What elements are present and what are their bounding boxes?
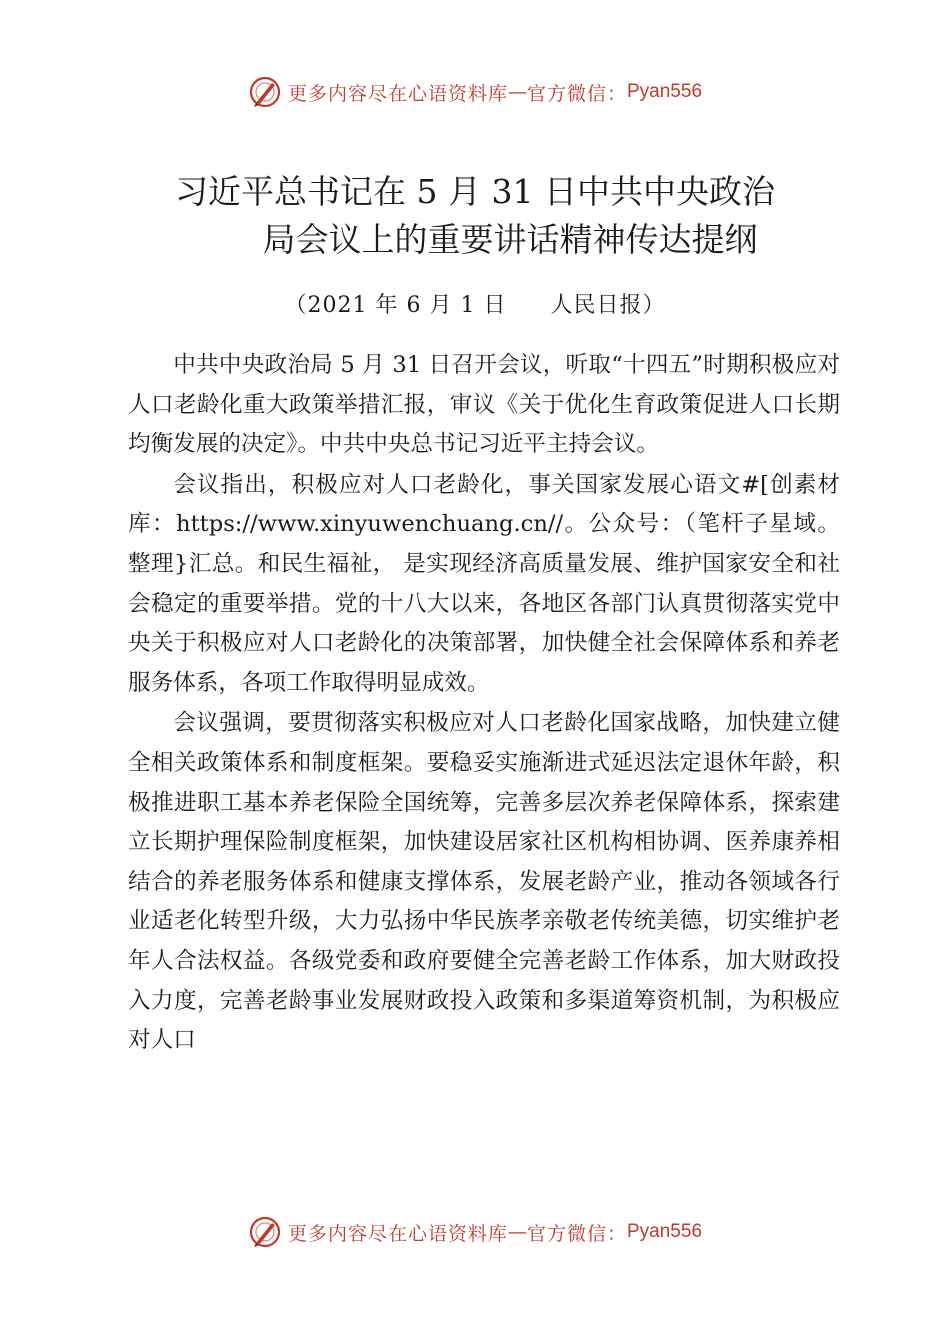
pen-logo-icon: [248, 75, 282, 109]
header-banner: [0, 72, 950, 112]
banner-separator: —: [507, 81, 527, 103]
source-publisher: 人民日报）: [550, 293, 666, 318]
banner-separator: —: [507, 1221, 527, 1243]
paragraph-3: 会议强调，要贯彻落实积极应对人口老龄化国家战略，加快建立健全相关政策体系和制度框架。要稳妥实施渐进式延迟法定退休年龄，积极推进职工基本养老保险全国统筹，完善多层次养老保障体系，探索建立长期护理保险制度框架，加快建设居家社区机构相协调、医养康养相结合的养老服务体系和健康支撑体系，发展老龄产业，推动各领域各行业适老化转型升级，大力弘扬中华民族孝亲敬老传统美德，切实维护老年人合法权益。各级党委和政府要健全完善老龄工作体系，加大财政投入力度，完善老龄事业发展财政投入政策和多渠道筹资机制，为积极应对人口: [128, 710, 840, 1054]
paragraph-2: 会议指出，积极应对人口老龄化，事关国家发展心语文#[创素材库：https://www.xinyuwenchuang.cn//。公众号：（笔杆子星域。整理}汇总。和民生福祉， 是实现经济高质量发展、维护国家安全和社会稳定的重要举措。党的十八大以来，各地区各部门认真贯彻落实党中央关于积极应对人口老龄化的决策部署，加快健全社会保障体系和养老服务体系，各项工作取得明显成效。: [128, 471, 840, 696]
paragraph-1: 中共中央政治局 5 月 31 日召开会议，听取“十四五”时期积极应对人口老龄化重大政策举措汇报，审议《关于优化生育政策促进人口长期均衡发展的决定》。中共中央总书记习近平主持会议。: [128, 352, 840, 458]
brand-text: 更多内容尽在心语资料库: [287, 1222, 508, 1245]
source-date: （2021 年 6 月 1 日: [284, 293, 507, 318]
document-title: [130, 168, 820, 264]
pen-logo-icon: [248, 1215, 282, 1249]
footer-banner: [0, 1212, 950, 1252]
title-line-1: 习近平总书记在 5 月 31 日中共中央政治: [175, 172, 775, 211]
source-line: [0, 288, 950, 319]
wechat-id: Pyan556: [627, 81, 703, 102]
wechat-label: 官方微信：: [526, 1222, 627, 1245]
title-line-2: 局会议上的重要讲话精神传达提纲: [262, 220, 758, 259]
brand-text: 更多内容尽在心语资料库: [287, 82, 508, 105]
wechat-label: 官方微信：: [526, 82, 627, 105]
document-body: [128, 346, 840, 1062]
wechat-id: Pyan556: [627, 1221, 703, 1242]
